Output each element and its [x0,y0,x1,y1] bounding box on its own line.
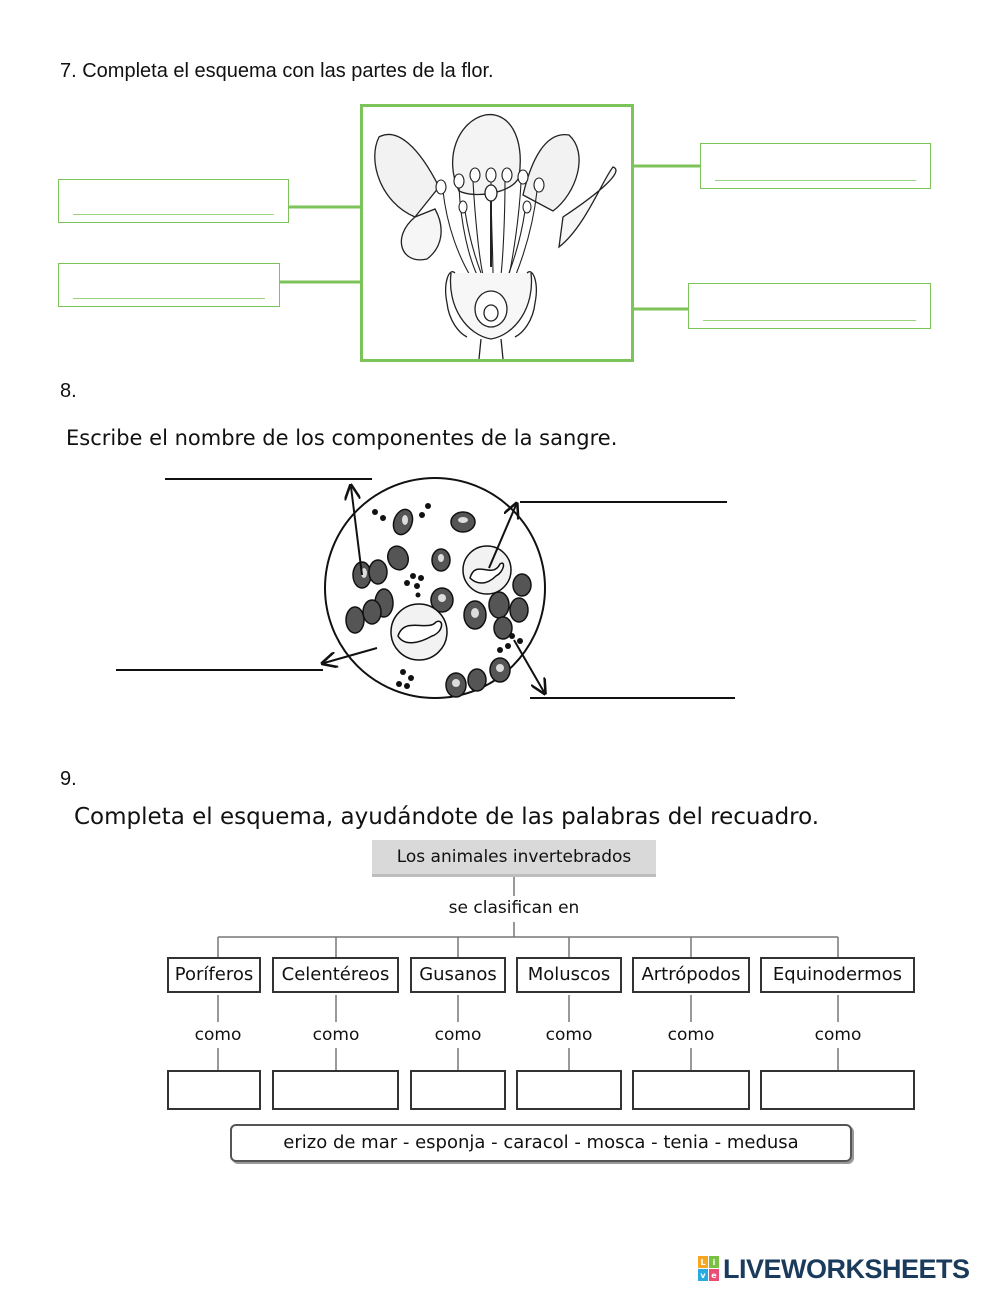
example-answer-input[interactable] [274,1072,397,1108]
liveworksheets-logo [698,1252,970,1286]
como-label: como [814,1025,862,1045]
example-answer-box-poriferos[interactable] [167,1070,261,1110]
example-answer-box-artropodos[interactable] [632,1070,750,1110]
example-answer-input[interactable] [762,1072,913,1108]
group-box-equinodermos: Equinodermos [760,957,915,993]
example-answer-input[interactable] [634,1072,748,1108]
example-answer-box-celentereos[interactable] [272,1070,399,1110]
liveworksheets-logo-icon [698,1256,720,1282]
svg-text:e: e [711,1271,717,1280]
invertebrates-root-box: Los animales invertebrados [372,840,656,877]
svg-text:L: L [700,1258,706,1267]
example-answer-box-moluscos[interactable] [516,1070,622,1110]
group-box-moluscos: Moluscos [516,957,622,993]
classification-connector-text: se clasifican en [430,898,598,918]
question-9-number: 9. [60,768,77,790]
group-box-celentereos: Celentéreos [272,957,399,993]
question-8-number: 8. [60,380,77,402]
example-answer-box-equinodermos[interactable] [760,1070,915,1110]
como-label: como [434,1025,482,1045]
como-label: como [194,1025,242,1045]
question-8-instruction: Escribe el nombre de los componentes de la sangre. [66,426,618,450]
group-box-artropodos: Artrópodos [632,957,750,993]
example-answer-input[interactable] [412,1072,504,1108]
word-bank-box: erizo de mar - esponja - caracol - mosca - tenia - medusa [230,1124,852,1162]
example-answer-input[interactable] [169,1072,259,1108]
question-9-instruction: Completa el esquema, ayudándote de las palabras del recuadro. [74,804,820,830]
question-7-title: 7. Completa el esquema con las partes de la flor. [60,60,494,82]
group-box-poriferos: Poríferos [167,957,261,993]
example-answer-input[interactable] [518,1072,620,1108]
svg-text:v: v [700,1271,706,1280]
como-label: como [312,1025,360,1045]
como-label: como [667,1025,715,1045]
example-answer-box-gusanos[interactable] [410,1070,506,1110]
group-box-gusanos: Gusanos [410,957,506,993]
svg-text:i: i [712,1258,716,1267]
liveworksheets-logo-text: LIVEWORKSHEETS [723,1253,970,1284]
como-label: como [545,1025,593,1045]
